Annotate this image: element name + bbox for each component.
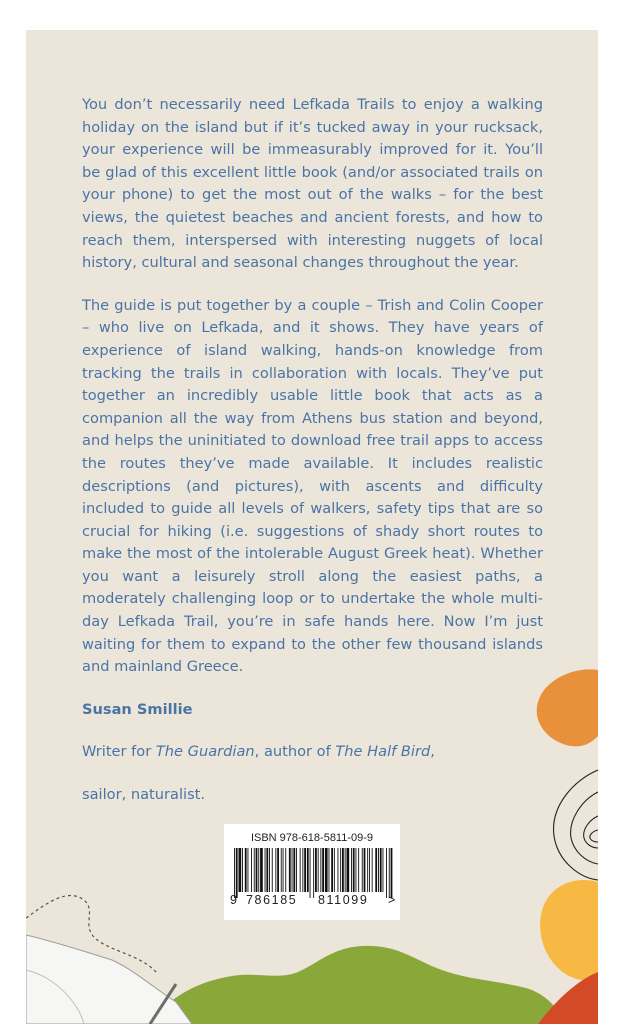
barcode-digit-group-2: 811099 — [318, 893, 369, 907]
publication-title: The Guardian — [155, 743, 255, 761]
barcode-bar — [386, 848, 387, 898]
barcode-digit-group-1: 786185 — [246, 893, 298, 907]
barcode-bar — [356, 848, 357, 892]
barcode-bar — [389, 848, 390, 898]
author-desc-part1: Writer for — [82, 743, 156, 761]
barcode-bar — [292, 848, 293, 892]
barcode-bar — [251, 848, 252, 892]
barcode-bar — [353, 848, 355, 892]
author-attribution — [82, 699, 543, 807]
barcode-bar — [318, 848, 319, 892]
barcode-bar — [285, 848, 286, 892]
barcode-bar — [296, 848, 297, 892]
barcode-bar — [372, 848, 373, 892]
yellow-blob — [540, 880, 598, 980]
review-paragraph-1: You don’t necessarily need Lefkada Trails to enjoy a walking holiday on the island but if it’s tucked away in your rucksack, your experience will be immeasurably improved for it. You’ll be glad of this excellent little book (and/or associated trails on your phone) to get the most out of the walks – for the best views, the quietest beaches and ancient forests, and how to reach them, interspersed with interesting nuggets of local history, cultural and seasonal changes throughout the year. — [82, 96, 543, 272]
barcode-bar — [281, 848, 282, 892]
author-desc-part2: , author of — [254, 743, 336, 761]
barcode-digit-end: > — [388, 893, 396, 907]
barcode-bar — [362, 848, 363, 892]
barcode-bar — [300, 848, 301, 892]
author-name: Susan Smillie — [82, 700, 193, 718]
barcode-bar — [391, 848, 393, 898]
topo-line — [584, 816, 598, 848]
barcode-bar — [245, 848, 247, 892]
red-blob — [538, 972, 598, 1024]
book-title: The Half Bird — [335, 743, 431, 761]
barcode-bar — [234, 848, 235, 898]
barcode-bar — [302, 848, 303, 892]
isbn-label: ISBN 978-618-5811-09-9 — [250, 832, 374, 844]
barcode-bar — [283, 848, 284, 892]
barcode-bar — [322, 848, 324, 892]
green-blob — [150, 946, 566, 1024]
barcode-bar — [338, 848, 339, 892]
barcode-bar — [269, 848, 270, 892]
barcode-bar — [254, 848, 255, 892]
barcode-bar — [383, 848, 384, 892]
barcode-bar — [310, 848, 311, 898]
barcode-bar — [307, 848, 309, 892]
barcode-bar — [325, 848, 328, 892]
barcode-bar — [329, 848, 330, 892]
topo-line — [571, 792, 598, 864]
barcode-bar — [265, 848, 266, 892]
isbn-barcode — [224, 824, 400, 920]
barcode-bar — [260, 848, 263, 892]
barcode-bar — [334, 848, 335, 892]
review-paragraph-2: The guide is put together by a couple – Trish and Colin Cooper – who live on Lefkada, and it shows. They have years of experience of island walking, hands-on knowledge from tracking the trails in collaboration with locals. They’ve put together an incredibly usable little book that acts as a companion all the way from Athens bus station and beyond, and helps the uninitiated to download free trail apps to access the routes they’ve made available. It includes realistic descriptions (and pictures), with ascents and difficulty included to guide all levels of walkers, safety tips that are so crucial for hiking (i.e. suggestions of shady short routes to make the most of the intolerable August Greek heat). Whether you want a leisurely stroll along the easiest paths, a moderately challenging loop or to undertake the whole multi-day Lefkada Trail, you’re in safe hands here. Now I’m just waiting for them to expand to the other few thousand islands and mainland Greece. — [82, 296, 543, 676]
barcode-bar — [331, 848, 333, 892]
barcode-bar — [351, 848, 352, 892]
barcode-bar — [340, 848, 341, 892]
barcode-bar — [293, 848, 295, 892]
barcode-bar — [242, 848, 243, 892]
author-description-line2: sailor, naturalist. — [82, 786, 206, 804]
author-description — [82, 741, 543, 764]
orange-blob — [537, 669, 598, 746]
barcode-bar — [369, 848, 370, 892]
barcode-bar — [315, 848, 317, 892]
barcode-bar — [342, 848, 344, 892]
barcode-bar — [277, 848, 279, 892]
barcode-bar — [289, 848, 291, 892]
barcode-bar — [378, 848, 379, 892]
barcode-bar — [347, 848, 350, 892]
barcode-bar — [364, 848, 366, 892]
review-text — [82, 94, 543, 827]
barcode-bar — [275, 848, 276, 892]
barcode-digit-first: 9 — [230, 893, 237, 907]
barcode-bars — [232, 848, 394, 898]
barcode-bar — [304, 848, 306, 892]
barcode-bar — [375, 848, 377, 892]
barcode-bar — [380, 848, 382, 892]
barcode-bar — [258, 848, 259, 892]
barcode-bar — [239, 848, 242, 892]
topo-line — [590, 830, 598, 842]
barcode-bar — [236, 848, 238, 898]
barcode-bar — [367, 848, 368, 892]
map-fragment — [26, 935, 192, 1024]
barcode-bar — [313, 848, 314, 898]
topo-line — [554, 770, 598, 880]
barcode-bar — [248, 848, 249, 892]
author-desc-part3: , — [430, 743, 435, 761]
barcode-bar — [358, 848, 359, 892]
barcode-bar — [272, 848, 273, 892]
back-cover — [26, 30, 598, 1024]
barcode-bar — [345, 848, 346, 892]
barcode-bar — [256, 848, 258, 892]
barcode-bar — [320, 848, 321, 892]
barcode-bar — [266, 848, 268, 892]
